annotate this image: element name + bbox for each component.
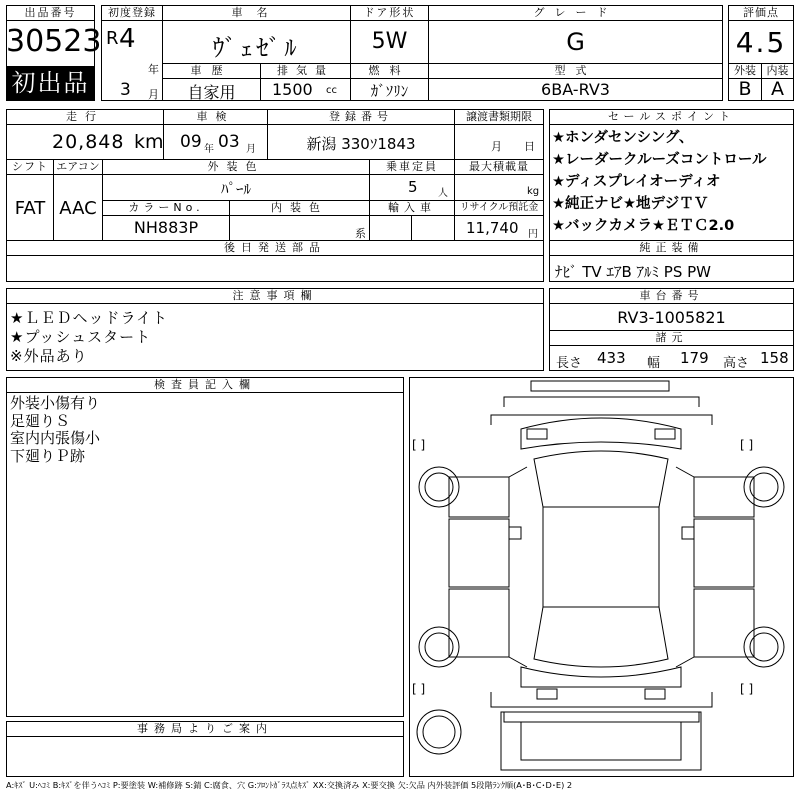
first-registration-era: R: [106, 28, 119, 49]
aircon-label: エアコン: [53, 159, 103, 175]
model-value: 6BA-RV3: [541, 80, 610, 99]
fuel-label: 燃料: [350, 63, 429, 79]
notes-list: [10, 309, 168, 366]
diagram-bracket-left-top: [ ]: [412, 438, 426, 452]
mileage-value: 20,848: [52, 131, 125, 153]
sales-point-item: ★レーダークルーズコントロール: [552, 152, 767, 168]
car-name-value: ｳﾞｪｾﾞﾙ: [212, 34, 301, 62]
first-registration-label: 初度登録: [101, 5, 163, 21]
recycle-label: リサイクル預託金: [454, 200, 544, 216]
recycle-unit: 円: [528, 229, 538, 240]
exterior-color-value: ﾊﾟｰﾙ: [220, 180, 251, 198]
car-name-label: 車名: [162, 5, 351, 21]
inspection-year-unit: 年: [204, 144, 214, 155]
diagram-bracket-left-bottom: [ ]: [412, 682, 426, 696]
office-label: 事務局よりご案内: [6, 721, 404, 737]
transfer-month-unit: 月: [491, 140, 502, 153]
max-load-unit: kg: [527, 186, 540, 197]
chassis-value: RV3-1005821: [617, 308, 726, 327]
first-registration-year-unit: 年: [148, 63, 159, 76]
later-parts-label: 後日発送部品: [6, 240, 544, 256]
transfer-deadline-label: 譲渡書類期限: [454, 109, 544, 125]
first-registration-month: 3: [120, 80, 131, 100]
capacity-unit: 人: [438, 188, 448, 199]
specs-length: 433: [597, 349, 626, 367]
inspector-list: [10, 395, 100, 465]
score-value: 4.5: [735, 26, 787, 59]
legend-text: A:ｷｽﾞ U:ﾍｺﾐ B:ｷｽﾞを伴うﾍｺﾐ P:要塗装 W:補修跡 S:錆 C:腐食、穴 G:ﾌﾛﾝﾄｶﾞﾗｽ点ｷｽﾞ XX:交換済み X:要交換 欠:欠品 内外装評価 5段階ﾗﾝｸ順(A･B･C･D･E) 2: [6, 780, 573, 790]
score-label: 評価点: [728, 5, 794, 21]
lot-number: 30523: [6, 24, 102, 59]
specs-height-label: 高さ: [723, 356, 750, 371]
interior-grade-value: A: [771, 78, 784, 100]
recycle-value: 11,740: [466, 219, 519, 237]
shift-value: FAT: [14, 198, 46, 219]
note-item: ★プッシュスタート: [10, 328, 152, 346]
displacement-unit: cc: [326, 85, 337, 96]
inspection-month-unit: 月: [246, 144, 256, 155]
shift-label: シフト: [6, 159, 54, 175]
inspector-item: 下廻りＰ跡: [10, 446, 86, 465]
registration-number-label: 登録番号: [267, 109, 455, 125]
specs-length-label: 長さ: [556, 356, 583, 371]
max-load-label: 最大積載量: [454, 159, 544, 175]
first-registration-month-unit: 月: [148, 88, 159, 101]
diagram-bracket-right-top: [ ]: [740, 438, 754, 452]
cell-import-a: [369, 215, 412, 241]
mileage-unit: km: [134, 131, 164, 153]
sales-points-label: セールスポイント: [549, 109, 794, 125]
fuel-value: ｶﾞｿﾘﾝ: [370, 82, 409, 100]
equipment-value: ﾅﾋﾞ TV ｴｱB ｱﾙﾐ PS PW: [555, 263, 711, 281]
door-type-value: 5W: [371, 29, 408, 54]
car-diagram: [409, 377, 794, 777]
specs-height: 158: [760, 349, 789, 367]
mileage-label: 走行: [6, 109, 164, 125]
history-value: 自家用: [187, 83, 236, 102]
inspector-label: 検査員記入欄: [6, 377, 404, 393]
grade-value: G: [566, 28, 585, 56]
notes-label: 注意事項欄: [6, 288, 544, 304]
color-no-value: NH883P: [133, 218, 199, 237]
cell-import-b: [411, 215, 455, 241]
lot-label: 出品番号: [6, 5, 95, 21]
import-label: 輸入車: [369, 200, 455, 216]
inspector-item: 外装小傷有り: [10, 394, 101, 412]
displacement-value: 1500: [272, 80, 313, 99]
inspector-item: 室内内張傷小: [10, 429, 101, 447]
model-label: 型式: [428, 63, 723, 79]
inspection-month: 03: [218, 132, 240, 152]
sales-points-list: [552, 127, 792, 237]
specs-width-label: 幅: [647, 356, 661, 371]
inspection-year: 09: [180, 132, 202, 152]
equipment-label: 純正装備: [549, 240, 794, 256]
sales-point-item: ★バックカメラ★ＥＴＣ2.0: [552, 218, 735, 234]
capacity-label: 乗車定員: [369, 159, 455, 175]
first-registration-year: 4: [119, 24, 136, 54]
specs-width: 179: [680, 349, 709, 367]
exterior-grade-label: 外装: [728, 63, 762, 79]
diagram-bracket-right-bottom: [ ]: [740, 682, 754, 696]
chassis-label: 車台番号: [549, 288, 794, 304]
grade-label: グレード: [428, 5, 723, 21]
interior-color-label: 内装色: [229, 200, 370, 216]
registration-number-value: 新潟 330ｿ1843: [306, 135, 416, 153]
history-label: 車歴: [162, 63, 261, 79]
exterior-color-label: 外装色: [102, 159, 370, 175]
transfer-day-unit: 日: [524, 140, 535, 153]
inspector-item: 足廻りＳ: [10, 411, 71, 430]
note-item: ※外品あり: [10, 347, 88, 365]
displacement-label: 排気量: [260, 63, 351, 79]
color-no-label: カラーNo.: [102, 200, 230, 216]
cell-interior-color: [229, 215, 370, 241]
interior-grade-label: 内装: [761, 63, 794, 79]
interior-color-unit: 系: [355, 227, 366, 240]
capacity-value: 5: [408, 178, 418, 196]
aircon-value: AAC: [59, 198, 97, 219]
inspection-label: 車検: [163, 109, 268, 125]
first-listing-badge: 初出品: [7, 66, 94, 100]
sales-point-item: ★純正ナビ★地デジＴＶ: [552, 196, 709, 212]
note-item: ★ＬＥＤヘッドライト: [10, 309, 168, 327]
door-type-label: ドア形状: [350, 5, 429, 21]
exterior-grade-value: B: [738, 78, 752, 100]
specs-label: 諸元: [549, 330, 794, 346]
sales-point-item: ★ホンダセンシング、: [552, 130, 694, 146]
sales-point-item: ★ディスプレイオーディオ: [552, 174, 721, 190]
